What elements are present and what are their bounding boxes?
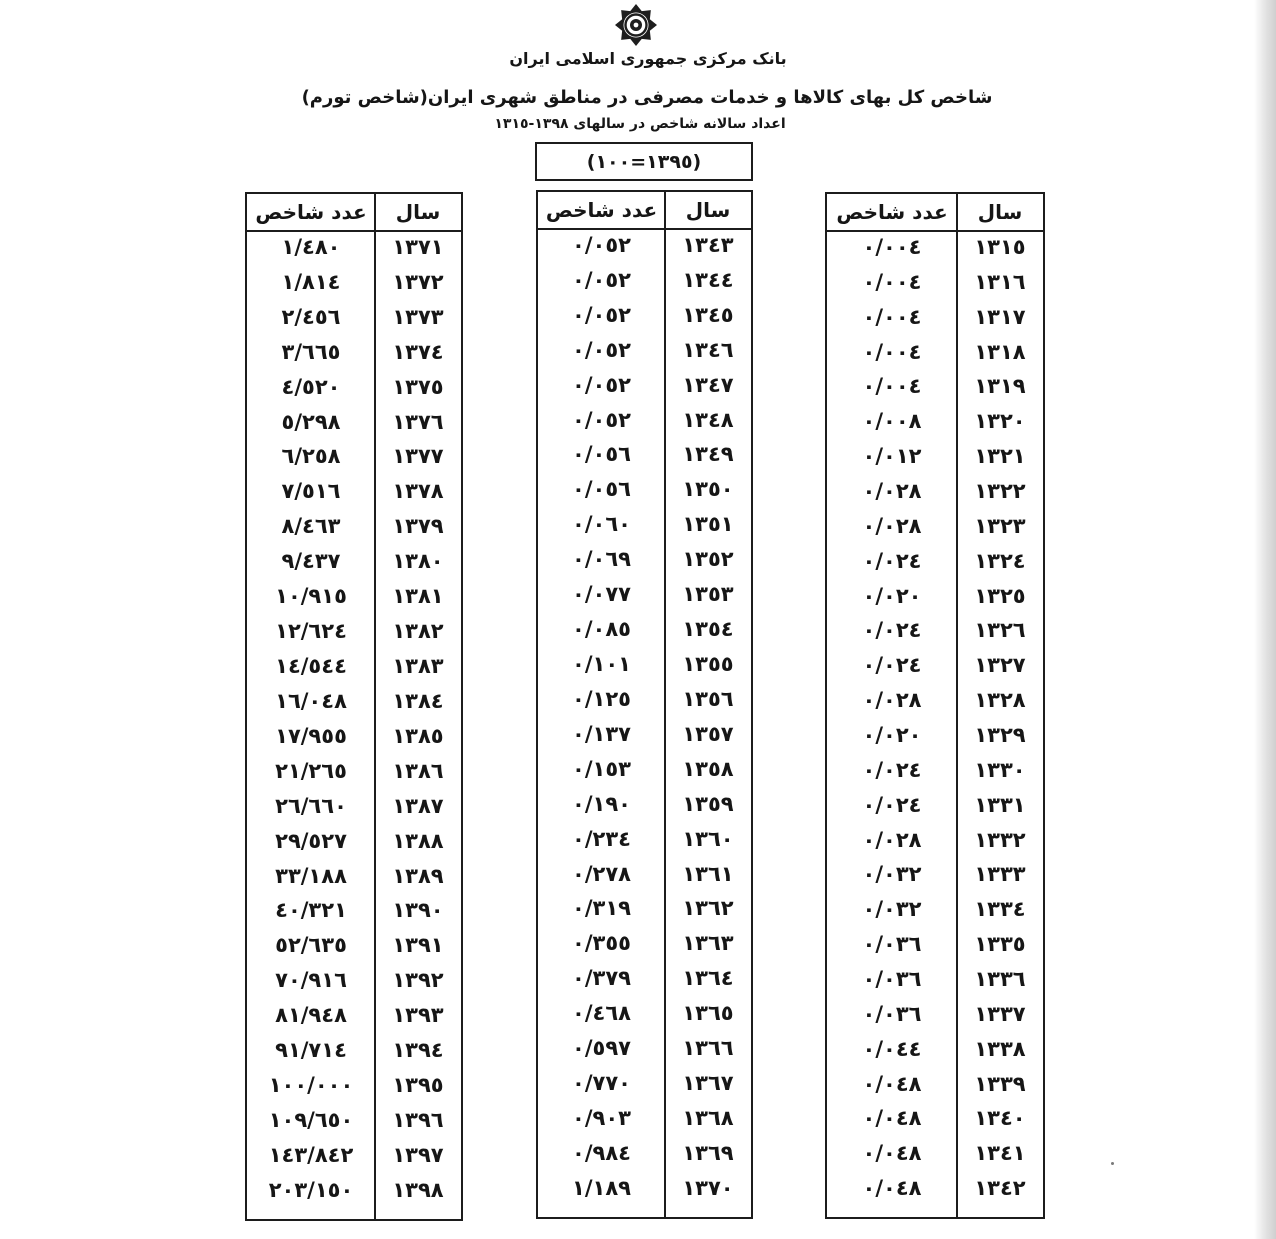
year-cell: ١٣٨٣ bbox=[392, 654, 444, 679]
table-row bbox=[538, 544, 751, 579]
year-cell: ١٣٦٧ bbox=[682, 1071, 734, 1096]
year-cell: ١٣٦٠ bbox=[682, 826, 734, 851]
table-row bbox=[538, 754, 751, 789]
index-value-cell: ١/٤٨٠ bbox=[281, 234, 341, 259]
table-row bbox=[827, 999, 1043, 1034]
index-value-cell: ٠/٠٣٦ bbox=[862, 1001, 922, 1026]
table-row bbox=[827, 1034, 1043, 1069]
table-row bbox=[247, 896, 461, 931]
index-value-cell: ٢/٤٥٦ bbox=[281, 304, 341, 329]
index-table-left bbox=[245, 192, 463, 1221]
year-cell: ١٣٢٢ bbox=[974, 478, 1026, 503]
table-row bbox=[827, 267, 1043, 302]
index-column-header: عدد شاخص bbox=[255, 200, 367, 224]
index-value-cell: ٠/٣٧٩ bbox=[572, 966, 631, 991]
year-cell: ١٣٧٨ bbox=[392, 479, 444, 504]
table-row bbox=[538, 998, 751, 1033]
table-row bbox=[247, 1140, 461, 1175]
year-cell: ١٣٥١ bbox=[682, 512, 734, 537]
table-row bbox=[827, 755, 1043, 790]
index-value-cell: ٠/٠٢٠ bbox=[862, 583, 922, 608]
scan-speck bbox=[1111, 1162, 1114, 1165]
page-title: شاخص کل بهای کالاها و خدمات مصرفی در مناطق شهری ایران(شاخص تورم) bbox=[301, 87, 993, 108]
base-year-box bbox=[535, 142, 753, 181]
index-value-cell: ٠/٠٥٢ bbox=[572, 372, 631, 397]
year-cell: ١٣٢٦ bbox=[974, 618, 1026, 643]
screen-edge-shadow bbox=[1254, 0, 1276, 1239]
index-value-cell: ٠/٣٥٥ bbox=[572, 931, 631, 956]
year-column-header: سال bbox=[395, 200, 441, 224]
year-cell: ١٣٨٥ bbox=[392, 723, 444, 748]
index-value-cell: ١/٨١٤ bbox=[281, 269, 341, 294]
table-row bbox=[538, 265, 751, 300]
year-cell: ١٣٥٨ bbox=[682, 756, 734, 781]
index-value-cell: ٠/٠٥٢ bbox=[572, 337, 631, 362]
index-value-cell: ١٤/٥٤٤ bbox=[275, 654, 347, 679]
table-row bbox=[827, 790, 1043, 825]
year-cell: ١٣١٦ bbox=[974, 269, 1026, 294]
index-value-cell: ٠/٣١٩ bbox=[572, 896, 631, 921]
year-cell: ١٣١٧ bbox=[974, 304, 1026, 329]
table-row bbox=[538, 928, 751, 963]
table-row bbox=[247, 476, 461, 511]
index-value-cell: ٧/٥١٦ bbox=[281, 479, 341, 504]
index-value-cell: ١٠٩/٦٥٠ bbox=[268, 1108, 354, 1132]
table-row bbox=[538, 859, 751, 894]
table-row bbox=[827, 232, 1043, 267]
table-row bbox=[538, 1068, 751, 1103]
table-row bbox=[538, 963, 751, 998]
year-cell: ١٣٧٦ bbox=[392, 409, 444, 434]
table-row bbox=[247, 1000, 461, 1035]
year-cell: ١٣٨١ bbox=[392, 584, 444, 609]
year-cell: ١٣٨٩ bbox=[392, 863, 444, 888]
table-row bbox=[827, 1069, 1043, 1104]
table-row bbox=[827, 546, 1043, 581]
table-row bbox=[538, 440, 751, 475]
index-value-cell: ٢٩/٥٢٧ bbox=[275, 828, 347, 853]
year-cell: ١٣٥٣ bbox=[682, 582, 734, 607]
index-value-cell: ٤/٥٢٠ bbox=[281, 374, 341, 399]
year-cell: ١٣٤١ bbox=[974, 1141, 1026, 1166]
index-value-cell: ٠/٧٧٠ bbox=[572, 1071, 631, 1096]
index-value-cell: ٠/٠٤٨ bbox=[862, 1106, 922, 1131]
index-value-cell: ٠/٠٢٤ bbox=[862, 653, 922, 678]
year-cell: ١٣٣٩ bbox=[974, 1071, 1026, 1096]
year-cell: ١٣٣٨ bbox=[974, 1036, 1026, 1061]
index-value-cell: ١/١٨٩ bbox=[572, 1175, 631, 1200]
index-value-cell: ٩١/٧١٤ bbox=[275, 1038, 347, 1063]
year-cell: ١٣٩٧ bbox=[392, 1142, 444, 1167]
table-row bbox=[538, 614, 751, 649]
table-row bbox=[827, 406, 1043, 441]
table-row bbox=[247, 756, 461, 791]
year-cell: ١٣٤٧ bbox=[682, 372, 734, 397]
table-row bbox=[827, 302, 1043, 337]
year-cell: ١٣٤٩ bbox=[682, 442, 734, 467]
year-column-header: سال bbox=[977, 200, 1023, 224]
index-value-cell: ١٠/٩١٥ bbox=[275, 584, 347, 609]
index-value-cell: ٠/٠٨٥ bbox=[572, 617, 631, 642]
year-cell: ١٣٦٦ bbox=[682, 1036, 734, 1061]
year-cell: ١٣٥٩ bbox=[682, 791, 734, 816]
index-value-cell: ٠/٩٨٤ bbox=[572, 1140, 631, 1165]
year-cell: ١٣٨٦ bbox=[392, 758, 444, 783]
year-cell: ١٣٦١ bbox=[682, 861, 734, 886]
year-cell: ١٣٩٤ bbox=[392, 1038, 444, 1063]
year-cell: ١٣١٥ bbox=[974, 234, 1026, 259]
year-cell: ١٣٣٣ bbox=[974, 862, 1026, 887]
index-value-cell: ٠/٢٣٤ bbox=[572, 826, 631, 851]
year-cell: ١٣٥٧ bbox=[682, 721, 734, 746]
index-column-header: عدد شاخص bbox=[545, 198, 658, 222]
column-divider bbox=[956, 194, 958, 1217]
year-cell: ١٣٥٥ bbox=[682, 652, 734, 677]
index-value-cell: ٠/٠٥٢ bbox=[572, 267, 631, 292]
year-cell: ١٣٤٣ bbox=[682, 232, 734, 257]
index-value-cell: ٣٣/١٨٨ bbox=[275, 863, 347, 888]
index-value-cell: ٨١/٩٤٨ bbox=[275, 1003, 347, 1028]
year-cell: ١٣٣٥ bbox=[974, 932, 1026, 957]
index-value-cell: ٠/٠٤٨ bbox=[862, 1071, 922, 1096]
year-cell: ١٣٩٣ bbox=[392, 1003, 444, 1028]
index-value-cell: ٥٢/٦٣٥ bbox=[275, 933, 347, 958]
year-cell: ١٣٤٤ bbox=[682, 267, 734, 292]
table-row bbox=[827, 615, 1043, 650]
index-value-cell: ٠/٩٠٣ bbox=[572, 1106, 631, 1130]
index-table-right bbox=[825, 192, 1045, 1219]
year-cell: ١٣٣٧ bbox=[974, 1001, 1026, 1026]
index-value-cell: ٠/١٢٥ bbox=[572, 686, 631, 711]
table-body bbox=[538, 230, 751, 1217]
year-cell: ١٣٨٢ bbox=[392, 619, 444, 644]
index-value-cell: ٠/٠٢٤ bbox=[862, 618, 922, 643]
year-cell: ١٣٦٣ bbox=[682, 931, 734, 956]
year-cell: ١٣٦٩ bbox=[682, 1140, 734, 1165]
table-row bbox=[247, 546, 461, 581]
year-cell: ١٣٥٠ bbox=[682, 477, 734, 502]
table-row bbox=[247, 1105, 461, 1140]
central-bank-logo bbox=[610, 2, 662, 48]
year-cell: ١٣٢٤ bbox=[974, 548, 1026, 573]
index-value-cell: ٠/١٩٠ bbox=[572, 791, 631, 816]
table-row bbox=[247, 616, 461, 651]
index-value-cell: ٠/٠٥٦ bbox=[572, 477, 631, 502]
index-value-cell: ٠/٠٠٤ bbox=[862, 339, 922, 364]
table-row bbox=[827, 650, 1043, 685]
table-row bbox=[247, 372, 461, 407]
table-row bbox=[247, 686, 461, 721]
year-cell: ١٣٤٠ bbox=[974, 1106, 1026, 1131]
table-header-row bbox=[827, 194, 1043, 232]
table-row bbox=[247, 791, 461, 826]
index-value-cell: ٠/٠٤٨ bbox=[862, 1176, 922, 1201]
index-value-cell: ٢١/٢٦٥ bbox=[275, 758, 347, 783]
index-value-cell: ٤٠/٣٢١ bbox=[275, 898, 347, 923]
year-cell: ١٣٨٧ bbox=[392, 793, 444, 818]
index-value-cell: ٠/١٥٣ bbox=[572, 756, 631, 781]
table-row bbox=[247, 302, 461, 337]
base-year-note: (١٣٩٥=١٠٠) bbox=[586, 150, 702, 173]
table-row bbox=[247, 651, 461, 686]
year-cell: ١٣٢٣ bbox=[974, 513, 1026, 538]
table-row bbox=[538, 1103, 751, 1138]
year-cell: ١٣٥٢ bbox=[682, 547, 734, 572]
table-header-row bbox=[538, 192, 751, 230]
table-row bbox=[538, 370, 751, 405]
index-value-cell: ٠/٠٢٤ bbox=[862, 792, 922, 817]
index-value-cell: ٠/٥٩٧ bbox=[572, 1036, 631, 1061]
year-cell: ١٣٨٠ bbox=[392, 549, 444, 574]
table-row bbox=[538, 230, 751, 265]
index-value-cell: ٠/٠٤٨ bbox=[862, 1141, 922, 1166]
index-value-cell: ٠/٠٢٨ bbox=[862, 688, 922, 713]
table-row bbox=[827, 859, 1043, 894]
table-row bbox=[247, 1175, 461, 1210]
table-row bbox=[827, 337, 1043, 372]
table-row bbox=[827, 511, 1043, 546]
table-row bbox=[538, 579, 751, 614]
year-cell: ١٣٩٠ bbox=[392, 898, 444, 923]
index-value-cell: ٠/٠٧٧ bbox=[572, 582, 631, 607]
table-row bbox=[247, 511, 461, 546]
index-value-cell: ٠/٠٥٢ bbox=[572, 302, 631, 327]
index-value-cell: ٠/٠٢٤ bbox=[862, 757, 922, 782]
year-cell: ١٣٢٩ bbox=[974, 722, 1026, 747]
year-cell: ١٣٤٢ bbox=[974, 1176, 1026, 1201]
year-cell: ١٣٤٥ bbox=[682, 302, 734, 327]
index-value-cell: ١٤٣/٨٤٢ bbox=[268, 1142, 354, 1167]
year-cell: ١٣٦٤ bbox=[682, 966, 734, 991]
page-subtitle: اعداد سالانه شاخص در سالهای ١٣٩٨-١٣١٥ bbox=[494, 116, 786, 132]
index-value-cell: ٠/٠٢٨ bbox=[862, 478, 922, 503]
table-row bbox=[538, 1138, 751, 1173]
year-cell: ١٣٩١ bbox=[392, 933, 444, 958]
index-value-cell: ٧٠/٩١٦ bbox=[275, 968, 347, 993]
column-divider bbox=[664, 192, 666, 1217]
table-row bbox=[247, 267, 461, 302]
year-cell: ١٣٣٤ bbox=[974, 897, 1026, 922]
index-value-cell: ٠/٠٠٨ bbox=[862, 409, 922, 434]
table-row bbox=[827, 441, 1043, 476]
index-value-cell: ٠/١٠١ bbox=[572, 652, 631, 677]
table-row bbox=[247, 826, 461, 861]
index-value-cell: ٠/٠٥٢ bbox=[572, 407, 631, 432]
table-row bbox=[247, 232, 461, 267]
index-value-cell: ٠/٠٦٠ bbox=[572, 512, 631, 537]
index-value-cell: ٦/٢٥٨ bbox=[281, 444, 341, 469]
index-value-cell: ٠/٠٥٦ bbox=[572, 442, 631, 467]
table-row bbox=[827, 720, 1043, 755]
table-row bbox=[247, 965, 461, 1000]
table-row bbox=[538, 1033, 751, 1068]
table-row bbox=[538, 509, 751, 544]
table-row bbox=[538, 684, 751, 719]
table-row bbox=[538, 649, 751, 684]
index-value-cell: ٠/٠٣٢ bbox=[862, 862, 922, 887]
year-cell: ١٣٩٨ bbox=[392, 1177, 444, 1202]
table-row bbox=[247, 407, 461, 442]
column-divider bbox=[374, 194, 376, 1219]
table-row bbox=[247, 337, 461, 372]
year-cell: ١٣٦٢ bbox=[682, 896, 734, 921]
year-column-header: سال bbox=[685, 198, 731, 222]
index-value-cell: ٠/٠٠٤ bbox=[862, 269, 922, 294]
year-cell: ١٣٧٩ bbox=[392, 514, 444, 539]
index-table-middle bbox=[536, 190, 753, 1219]
index-value-cell: ٠/٠٣٦ bbox=[862, 932, 922, 957]
table-row bbox=[247, 1070, 461, 1105]
index-value-cell: ٠/٢٧٨ bbox=[572, 861, 631, 886]
year-cell: ١٣٢٨ bbox=[974, 688, 1026, 713]
table-row bbox=[827, 964, 1043, 999]
index-value-cell: ٠/٠٠٤ bbox=[862, 234, 922, 259]
year-cell: ١٣٣٢ bbox=[974, 827, 1026, 852]
index-value-cell: ٣/٦٦٥ bbox=[281, 339, 341, 364]
year-cell: ١٣٢٠ bbox=[974, 409, 1026, 434]
year-cell: ١٣٧٤ bbox=[392, 339, 444, 364]
table-row bbox=[538, 405, 751, 440]
table-row bbox=[827, 371, 1043, 406]
index-value-cell: ٥/٢٩٨ bbox=[281, 409, 341, 434]
table-row bbox=[247, 442, 461, 477]
year-cell: ١٣٣١ bbox=[974, 792, 1026, 817]
year-cell: ١٣٧٢ bbox=[392, 269, 444, 294]
index-value-cell: ٠/٠٥٢ bbox=[572, 232, 631, 257]
index-value-cell: ٠/٠١٢ bbox=[862, 444, 922, 469]
table-row bbox=[827, 894, 1043, 929]
year-cell: ١٣٢٥ bbox=[974, 583, 1026, 608]
index-value-cell: ٠/١٣٧ bbox=[572, 721, 631, 746]
table-row bbox=[538, 300, 751, 335]
table-row bbox=[538, 824, 751, 859]
index-value-cell: ٠/٠٠٤ bbox=[862, 304, 922, 329]
year-cell: ١٣٨٤ bbox=[392, 688, 444, 713]
year-cell: ١٣٤٨ bbox=[682, 407, 734, 432]
bank-name: بانک مرکزی جمهوری اسلامی ایران bbox=[509, 49, 787, 68]
year-cell: ١٣٢٧ bbox=[974, 653, 1026, 678]
year-cell: ١٣٦٨ bbox=[682, 1106, 734, 1130]
year-cell: ١٣٤٦ bbox=[682, 337, 734, 362]
table-row bbox=[247, 930, 461, 965]
table-row bbox=[827, 1138, 1043, 1173]
table-row bbox=[538, 894, 751, 929]
index-value-cell: ٠/٠٣٢ bbox=[862, 897, 922, 922]
year-cell: ١٣٥٤ bbox=[682, 617, 734, 642]
table-row bbox=[247, 861, 461, 896]
year-cell: ١٣٧١ bbox=[392, 234, 444, 259]
table-row bbox=[538, 789, 751, 824]
index-value-cell: ٠/٠٠٤ bbox=[862, 374, 922, 399]
table-row bbox=[827, 685, 1043, 720]
year-cell: ١٣٥٦ bbox=[682, 686, 734, 711]
table-row bbox=[827, 929, 1043, 964]
year-cell: ١٣٨٨ bbox=[392, 828, 444, 853]
index-value-cell: ٠/٤٦٨ bbox=[572, 1001, 631, 1026]
year-cell: ١٣٦٥ bbox=[682, 1001, 734, 1026]
table-row bbox=[538, 719, 751, 754]
year-cell: ١٣٧٥ bbox=[392, 374, 444, 399]
index-value-cell: ٩/٤٣٧ bbox=[281, 549, 341, 574]
table-row bbox=[538, 1173, 751, 1208]
year-cell: ١٣٩٦ bbox=[392, 1108, 444, 1132]
year-cell: ١٣١٩ bbox=[974, 374, 1026, 399]
table-row bbox=[827, 1173, 1043, 1208]
table-row bbox=[538, 474, 751, 509]
table-body bbox=[247, 232, 461, 1219]
index-value-cell: ٠/٠٤٤ bbox=[862, 1036, 922, 1061]
index-value-cell: ٠/٠٢٠ bbox=[862, 722, 922, 747]
index-value-cell: ١٢/٦٢٤ bbox=[275, 619, 347, 644]
year-cell: ١٣٧٠ bbox=[682, 1175, 734, 1200]
index-value-cell: ٠/٠٢٨ bbox=[862, 827, 922, 852]
year-cell: ١٣٢١ bbox=[974, 444, 1026, 469]
year-cell: ١٣١٨ bbox=[974, 339, 1026, 364]
year-cell: ١٣٧٣ bbox=[392, 304, 444, 329]
index-value-cell: ١٠٠/٠٠٠ bbox=[268, 1073, 354, 1098]
table-row bbox=[827, 1103, 1043, 1138]
year-cell: ١٣٧٧ bbox=[392, 444, 444, 469]
table-body bbox=[827, 232, 1043, 1217]
table-row bbox=[827, 476, 1043, 511]
index-value-cell: ١٦/٠٤٨ bbox=[275, 688, 347, 713]
index-value-cell: ١٧/٩٥٥ bbox=[275, 723, 347, 748]
index-value-cell: ٠/٠٢٨ bbox=[862, 513, 922, 538]
table-row bbox=[827, 581, 1043, 616]
table-row bbox=[247, 721, 461, 756]
index-value-cell: ٠/٠٦٩ bbox=[572, 547, 631, 572]
index-column-header: عدد شاخص bbox=[836, 200, 948, 224]
table-row bbox=[247, 1035, 461, 1070]
table-row bbox=[827, 825, 1043, 860]
year-cell: ١٣٩٢ bbox=[392, 968, 444, 993]
table-header-row bbox=[247, 194, 461, 232]
table-row bbox=[247, 581, 461, 616]
index-value-cell: ٢٦/٦٦٠ bbox=[275, 793, 347, 818]
index-value-cell: ٠/٠٣٦ bbox=[862, 966, 922, 991]
table-row bbox=[538, 335, 751, 370]
index-value-cell: ٢٠٣/١٥٠ bbox=[268, 1177, 354, 1202]
year-cell: ١٣٣٠ bbox=[974, 757, 1026, 782]
index-value-cell: ٨/٤٦٣ bbox=[281, 514, 341, 539]
year-cell: ١٣٣٦ bbox=[974, 966, 1026, 991]
year-cell: ١٣٩٥ bbox=[392, 1073, 444, 1098]
index-value-cell: ٠/٠٢٤ bbox=[862, 548, 922, 573]
